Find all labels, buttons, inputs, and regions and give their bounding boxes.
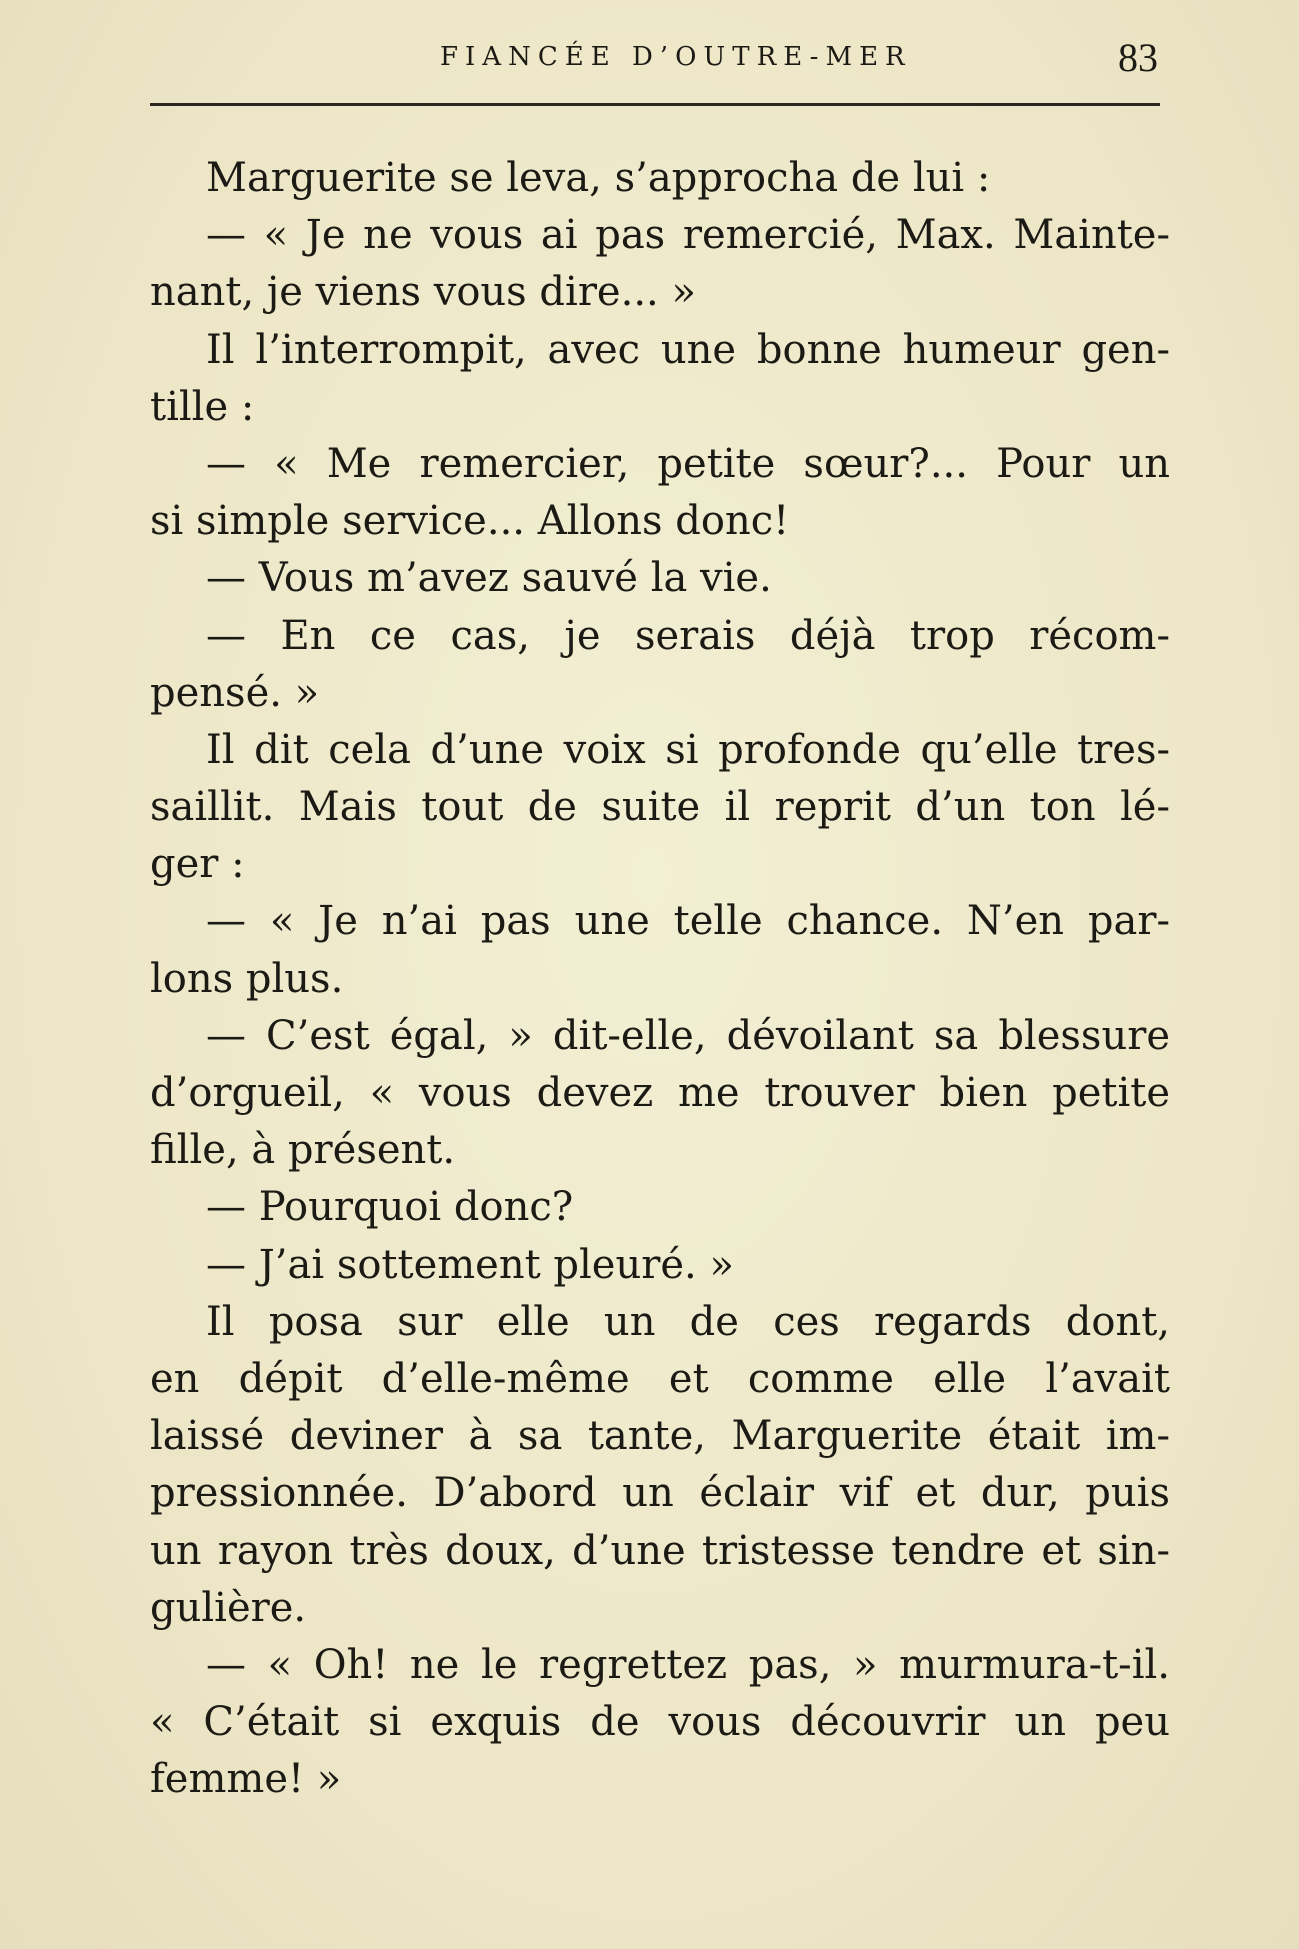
text-line: d’orgueil, « vous devez me trouver bien petite [150,1070,1170,1116]
header-rule [150,103,1160,106]
text-line: pensé. » [150,669,320,716]
text-line: — J’ai sottement pleuré. » [206,1241,734,1288]
text-line: un rayon très doux, d’une tristesse tendre et sin- [150,1527,1170,1574]
text-line: tille : [150,383,255,430]
text-line: Il posa sur elle un de ces regards dont, [206,1298,1170,1345]
text-line: — C’est égal, » dit-elle, dévoilant sa blessure [206,1012,1170,1059]
text-line: — En ce cas, je serais déjà trop récom- [206,612,1170,659]
text-line: pressionnée. D’abord un éclair vif et dur, puis [150,1470,1170,1517]
running-title: FIANCÉE D’OUTRE-MER [440,42,912,72]
body-text [150,150,1170,1808]
running-head [0,34,1299,84]
text-line: si simple service... Allons donc! [150,498,790,545]
text-line: laissé deviner à sa tante, Marguerite était im- [150,1413,1170,1460]
text-line: fille, à présent. [150,1127,456,1174]
text-line: Il l’interrompit, avec une bonne humeur gen- [206,326,1170,373]
page-number: 83 [1118,35,1158,80]
text-line: en dépit d’elle-même et comme elle l’avait [150,1355,1170,1402]
text-line: nant, je viens vous dire... » [150,269,696,316]
text-line: « C’était si exquis de vous découvrir un peu [150,1699,1170,1746]
text-line: — « Oh! ne le regrettez pas, » murmura-t-il. [206,1641,1170,1688]
text-line: femme! » [150,1756,342,1803]
text-line: gulière. [150,1584,307,1631]
text-line: Marguerite se leva, s’approcha de lui : [206,155,991,201]
text-line: lons plus. [150,955,344,1002]
text-line: — Pourquoi donc? [206,1184,574,1231]
text-line: — Vous m’avez sauvé la vie. [206,555,772,602]
text-line: — « Je ne vous ai pas remercié, Max. Mainte- [206,212,1170,259]
text-line: — « Je n’ai pas une telle chance. N’en par- [206,898,1170,945]
text-line: Il dit cela d’une voix si profonde qu’elle tres- [206,726,1170,773]
text-line: ger : [150,841,245,888]
text-line: — « Me remercier, petite sœur?... Pour un [206,440,1170,487]
text-line: saillit. Mais tout de suite il reprit d’un ton lé- [150,784,1170,831]
